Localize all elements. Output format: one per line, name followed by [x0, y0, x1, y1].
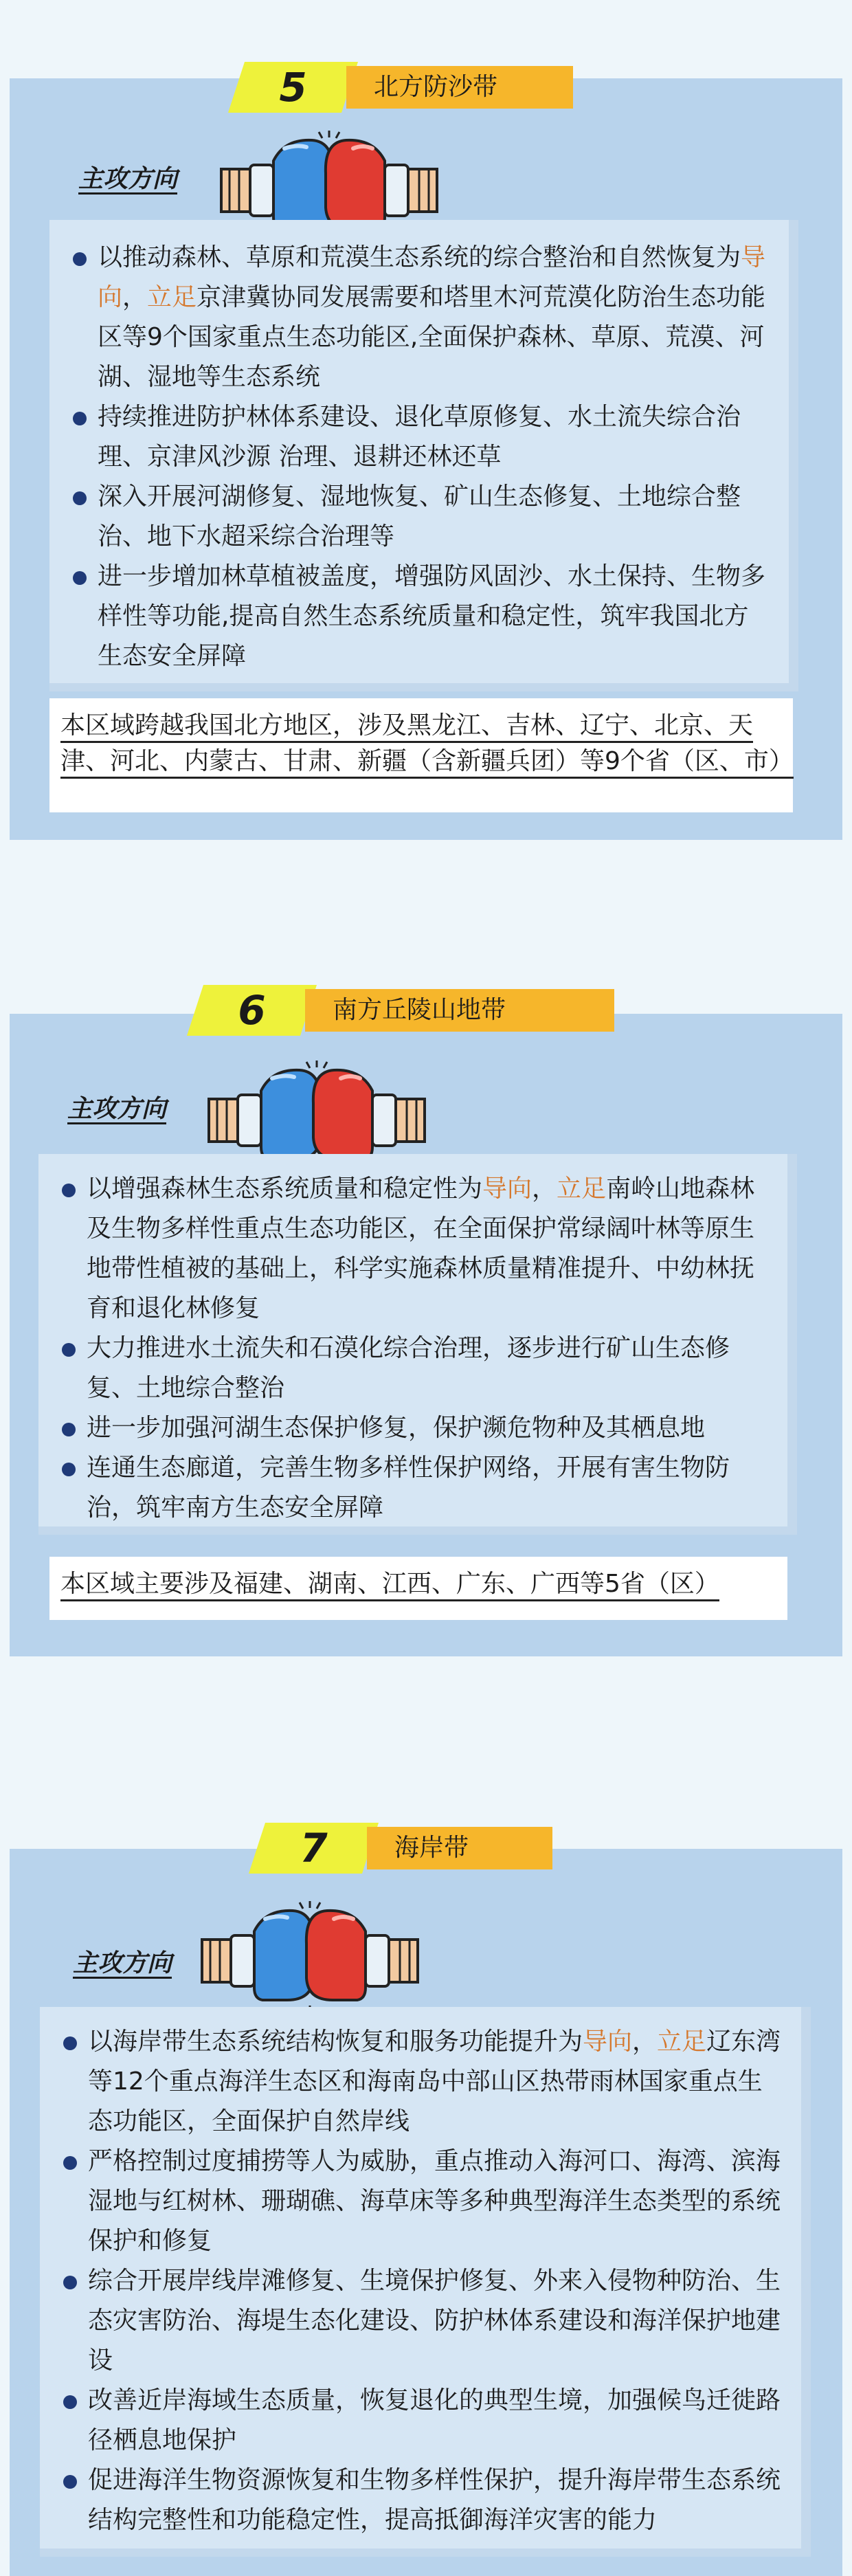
attack-direction-card	[49, 220, 798, 691]
attack-direction-heading: 主攻方向	[73, 1948, 172, 1977]
section-coastal-belt	[10, 1825, 842, 2576]
section-title: 南方丘陵山地带	[305, 989, 614, 1032]
attack-direction-heading: 主攻方向	[67, 1094, 167, 1123]
measure-item: 持续推进防护林体系建设、退化草原修复、水土流失综合治理、京津风沙源 治理、退耕还林还草	[69, 397, 770, 477]
section-tag	[257, 1823, 559, 1874]
attack-direction-card	[40, 2007, 811, 2557]
measure-item: 进一步增加林草植被盖度，增强防风固沙、水土保持、生物多样性等功能,提高自然生态系统质量和稳定性，筑牢我国北方生态安全屏障	[69, 557, 770, 676]
region-note: 本区域主要涉及福建、湖南、江西、广东、广西等5省（区）	[49, 1557, 787, 1620]
measure-item: 进一步加强河湖生态保护修复，保护濒危物种及其栖息地	[58, 1408, 768, 1448]
boxing-gloves-icon	[197, 1897, 423, 2021]
measure-item: 综合开展岸线岸滩修复、生境保护修复、外来入侵物种防治、生态灾害防治、海堤生态化建设、防护林体系建设和海洋保护地建设	[59, 2261, 782, 2381]
measure-item: 改善近岸海域生态质量，恢复退化的典型生境，加强候鸟迁徙路径栖息地保护	[59, 2381, 782, 2461]
attack-direction-card	[38, 1154, 797, 1535]
measure-item: 严格控制过度捕捞等人为威胁，重点推动入海河口、海湾、滨海湿地与红树林、珊瑚礁、海草床等多种典型海洋生态类型的系统保护和修复	[59, 2142, 782, 2261]
section-number-badge	[249, 1823, 379, 1874]
measure-list	[59, 2022, 782, 2540]
measure-list	[58, 1169, 768, 1528]
region-note: 本区域跨越我国北方地区，涉及黑龙江、吉林、辽宁、北京、天津、河北、内蒙古、甘肃、新疆（含新疆兵团）等9个省（区、市）	[49, 698, 793, 812]
section-number: 6	[238, 987, 266, 1034]
measure-list	[69, 238, 770, 676]
section-number: 7	[300, 1825, 328, 1872]
measure-item: 大力推进水土流失和石漠化综合治理，逐步进行矿山生态修复、土地综合整治	[58, 1329, 768, 1408]
measure-item: 深入开展河湖修复、湿地恢复、矿山生态修复、土地综合整治、地下水超采综合治理等	[69, 477, 770, 557]
measure-item: 以推动森林、草原和荒漠生态系统的综合整治和自然恢复为导向，立足京津冀协同发展需要和塔里木河荒漠化防治生态功能区等9个国家重点生态功能区,全面保护森林、草原、荒漠、河湖、湿地等生态系统	[69, 238, 770, 397]
section-number-badge	[187, 985, 317, 1036]
section-number: 5	[279, 64, 307, 111]
section-north-sand-belt	[10, 64, 842, 840]
section-tag	[236, 62, 580, 113]
measure-item: 以增强森林生态系统质量和稳定性为导向，立足南岭山地森林及生物多样性重点生态功能区，在全面保护常绿阔叶林等原生地带性植被的基础上，科学实施森林质量精准提升、中幼林抚育和退化林修复	[58, 1169, 768, 1329]
section-tag	[195, 985, 607, 1036]
measure-item: 以海岸带生态系统结构恢复和服务功能提升为导向，立足辽东湾等12个重点海洋生态区和海南岛中部山区热带雨林国家重点生态功能区，全面保护自然岸线	[59, 2022, 782, 2142]
section-title: 北方防沙带	[346, 66, 573, 109]
section-title: 海岸带	[367, 1827, 552, 1869]
measure-item: 促进海洋生物资源恢复和生物多样性保护，提升海岸带生态系统结构完整性和功能稳定性，提高抵御海洋灾害的能力	[59, 2461, 782, 2540]
section-number-badge	[228, 62, 358, 113]
measure-item: 连通生态廊道，完善生物多样性保护网络，开展有害生物防治，筑牢南方生态安全屏障	[58, 1448, 768, 1528]
section-south-hills-belt	[10, 987, 842, 1656]
attack-direction-heading: 主攻方向	[78, 164, 178, 193]
